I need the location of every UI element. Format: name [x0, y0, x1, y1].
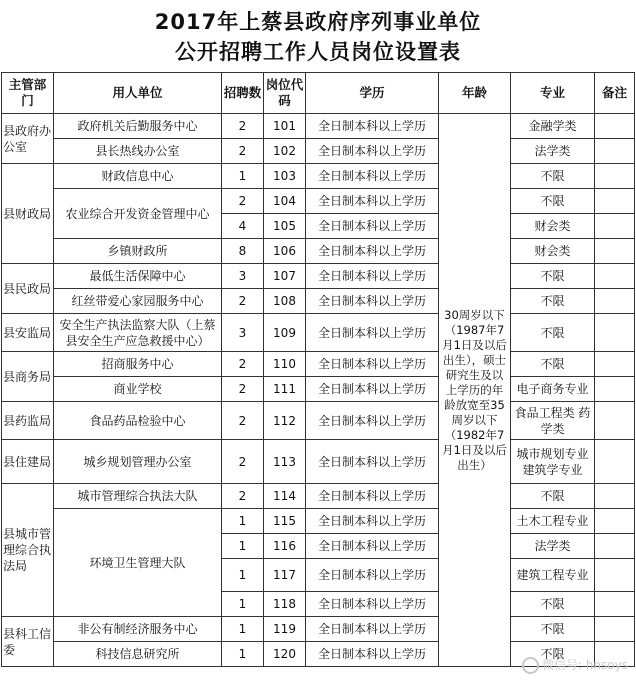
unit-cell: 红丝带爱心家园服务中心: [54, 289, 222, 314]
major-cell: 食品工程类 药学类: [511, 402, 595, 440]
count-cell: 2: [222, 114, 264, 139]
major-cell: 法学类: [511, 534, 595, 559]
header-count: 招聘数: [222, 73, 264, 114]
count-cell: 4: [222, 214, 264, 239]
count-cell: 1: [222, 617, 264, 642]
major-cell: 法学类: [511, 139, 595, 164]
unit-cell: 最低生活保障中心: [54, 264, 222, 289]
code-cell: 111: [264, 377, 306, 402]
dept-cell: 县安监局: [2, 314, 54, 352]
dept-cell: 县住建局: [2, 440, 54, 484]
major-cell: 财会类: [511, 239, 595, 264]
dept-cell: 县药监局: [2, 402, 54, 440]
unit-cell: 政府机关后勤服务中心: [54, 114, 222, 139]
major-cell: 城市规划专业 建筑学专业: [511, 440, 595, 484]
table-row: [2, 617, 635, 642]
note-cell: [595, 214, 635, 239]
edu-cell: 全日制本科以上学历: [306, 239, 439, 264]
table-row: [2, 114, 635, 139]
header-edu: 学历: [306, 73, 439, 114]
edu-cell: 全日制本科以上学历: [306, 484, 439, 509]
watermark: [522, 656, 628, 674]
unit-cell: 商业学校: [54, 377, 222, 402]
edu-cell: 全日制本科以上学历: [306, 352, 439, 377]
edu-cell: 全日制本科以上学历: [306, 377, 439, 402]
edu-cell: 全日制本科以上学历: [306, 617, 439, 642]
code-cell: 109: [264, 314, 306, 352]
dept-cell: 县科工信委: [2, 617, 54, 667]
wechat-icon: [522, 657, 539, 674]
count-cell: 2: [222, 402, 264, 440]
code-cell: 107: [264, 264, 306, 289]
note-cell: [595, 402, 635, 440]
unit-cell: 城市管理综合执法大队: [54, 484, 222, 509]
table-row: [2, 377, 635, 402]
count-cell: 1: [222, 559, 264, 592]
watermark-text: 微信号: hnsoys: [541, 658, 628, 672]
note-cell: [595, 289, 635, 314]
table-row: [2, 164, 635, 189]
major-cell: 土木工程专业: [511, 509, 595, 534]
count-cell: 2: [222, 377, 264, 402]
table-row: [2, 402, 635, 440]
table-row: [2, 352, 635, 377]
count-cell: 2: [222, 139, 264, 164]
edu-cell: 全日制本科以上学历: [306, 509, 439, 534]
note-cell: [595, 559, 635, 592]
code-cell: 106: [264, 239, 306, 264]
table-row: [2, 314, 635, 352]
major-cell: 不限: [511, 484, 595, 509]
count-cell: 2: [222, 289, 264, 314]
dept-cell: 县城市管理综合执法局: [2, 484, 54, 617]
dept-cell: 县政府办公室: [2, 114, 54, 164]
major-cell: 财会类: [511, 214, 595, 239]
unit-cell: 招商服务中心: [54, 352, 222, 377]
count-cell: 8: [222, 239, 264, 264]
unit-cell: 食品药品检验中心: [54, 402, 222, 440]
table-row: [2, 264, 635, 289]
major-cell: 建筑工程专业: [511, 559, 595, 592]
major-cell: 不限: [511, 264, 595, 289]
title-line-1: 2017年上蔡县政府序列事业单位: [154, 10, 482, 34]
note-cell: [595, 617, 635, 642]
note-cell: [595, 377, 635, 402]
code-cell: 102: [264, 139, 306, 164]
code-cell: 118: [264, 592, 306, 617]
dept-cell: 县民政局: [2, 264, 54, 314]
major-cell: 金融学类: [511, 114, 595, 139]
header-note: 备注: [595, 73, 635, 114]
code-cell: 110: [264, 352, 306, 377]
age-requirement-cell: 30周岁以下（1987年7月1日及以后出生），硕士研究生及以上学历的年龄放宽至35周岁以下（1982年7月1日及以后出生）: [439, 114, 511, 667]
table-row: [2, 239, 635, 264]
code-cell: 113: [264, 440, 306, 484]
code-cell: 105: [264, 214, 306, 239]
table-row: [2, 139, 635, 164]
edu-cell: 全日制本科以上学历: [306, 114, 439, 139]
major-cell: 电子商务专业: [511, 377, 595, 402]
edu-cell: 全日制本科以上学历: [306, 314, 439, 352]
table-row: [2, 289, 635, 314]
code-cell: 103: [264, 164, 306, 189]
edu-cell: 全日制本科以上学历: [306, 189, 439, 214]
note-cell: [595, 534, 635, 559]
major-cell: 不限: [511, 352, 595, 377]
edu-cell: 全日制本科以上学历: [306, 642, 439, 667]
note-cell: [595, 114, 635, 139]
positions-table: [1, 72, 635, 667]
table-row: [2, 189, 635, 214]
code-cell: 108: [264, 289, 306, 314]
major-cell: 不限: [511, 617, 595, 642]
edu-cell: 全日制本科以上学历: [306, 214, 439, 239]
edu-cell: 全日制本科以上学历: [306, 289, 439, 314]
count-cell: 3: [222, 264, 264, 289]
table-row: [2, 440, 635, 484]
dept-cell: 县财政局: [2, 164, 54, 264]
unit-cell: 财政信息中心: [54, 164, 222, 189]
major-cell: 不限: [511, 642, 595, 667]
count-cell: 2: [222, 440, 264, 484]
note-cell: [595, 189, 635, 214]
unit-cell: 非公有制经济服务中心: [54, 617, 222, 642]
count-cell: 1: [222, 592, 264, 617]
count-cell: 2: [222, 484, 264, 509]
edu-cell: 全日制本科以上学历: [306, 440, 439, 484]
count-cell: 1: [222, 534, 264, 559]
edu-cell: 全日制本科以上学历: [306, 534, 439, 559]
header-unit: 用人单位: [54, 73, 222, 114]
code-cell: 114: [264, 484, 306, 509]
unit-cell: 环境卫生管理大队: [54, 509, 222, 617]
title-line-2: 公开招聘工作人员岗位设置表: [175, 40, 461, 64]
major-cell: 不限: [511, 592, 595, 617]
note-cell: [595, 239, 635, 264]
count-cell: 2: [222, 189, 264, 214]
note-cell: [595, 484, 635, 509]
note-cell: [595, 352, 635, 377]
header-code: 岗位代码: [264, 73, 306, 114]
note-cell: [595, 139, 635, 164]
header-major: 专业: [511, 73, 595, 114]
major-cell: 不限: [511, 289, 595, 314]
table-header-row: [2, 73, 635, 114]
unit-cell: 城乡规划管理办公室: [54, 440, 222, 484]
code-cell: 112: [264, 402, 306, 440]
unit-cell: 农业综合开发资金管理中心: [54, 189, 222, 239]
table-row: [2, 484, 635, 509]
note-cell: [595, 592, 635, 617]
unit-cell: 县长热线办公室: [54, 139, 222, 164]
edu-cell: 全日制本科以上学历: [306, 402, 439, 440]
code-cell: 115: [264, 509, 306, 534]
note-cell: [595, 264, 635, 289]
code-cell: 104: [264, 189, 306, 214]
count-cell: 3: [222, 314, 264, 352]
unit-cell: 安全生产执法监察大队（上蔡县安全生产应急救援中心）: [54, 314, 222, 352]
header-age: 年龄: [439, 73, 511, 114]
note-cell: [595, 440, 635, 484]
header-dept: 主管部门: [2, 73, 54, 114]
edu-cell: 全日制本科以上学历: [306, 264, 439, 289]
count-cell: 1: [222, 164, 264, 189]
code-cell: 101: [264, 114, 306, 139]
major-cell: 不限: [511, 189, 595, 214]
dept-cell: 县商务局: [2, 352, 54, 402]
note-cell: [595, 509, 635, 534]
unit-cell: 科技信息研究所: [54, 642, 222, 667]
edu-cell: 全日制本科以上学历: [306, 559, 439, 592]
unit-cell: 乡镇财政所: [54, 239, 222, 264]
code-cell: 120: [264, 642, 306, 667]
code-cell: 117: [264, 559, 306, 592]
edu-cell: 全日制本科以上学历: [306, 164, 439, 189]
major-cell: 不限: [511, 314, 595, 352]
note-cell: [595, 314, 635, 352]
count-cell: 1: [222, 642, 264, 667]
count-cell: 2: [222, 352, 264, 377]
note-cell: [595, 164, 635, 189]
code-cell: 116: [264, 534, 306, 559]
edu-cell: 全日制本科以上学历: [306, 592, 439, 617]
table-row: [2, 509, 635, 534]
major-cell: 不限: [511, 164, 595, 189]
edu-cell: 全日制本科以上学历: [306, 139, 439, 164]
count-cell: 1: [222, 509, 264, 534]
code-cell: 119: [264, 617, 306, 642]
